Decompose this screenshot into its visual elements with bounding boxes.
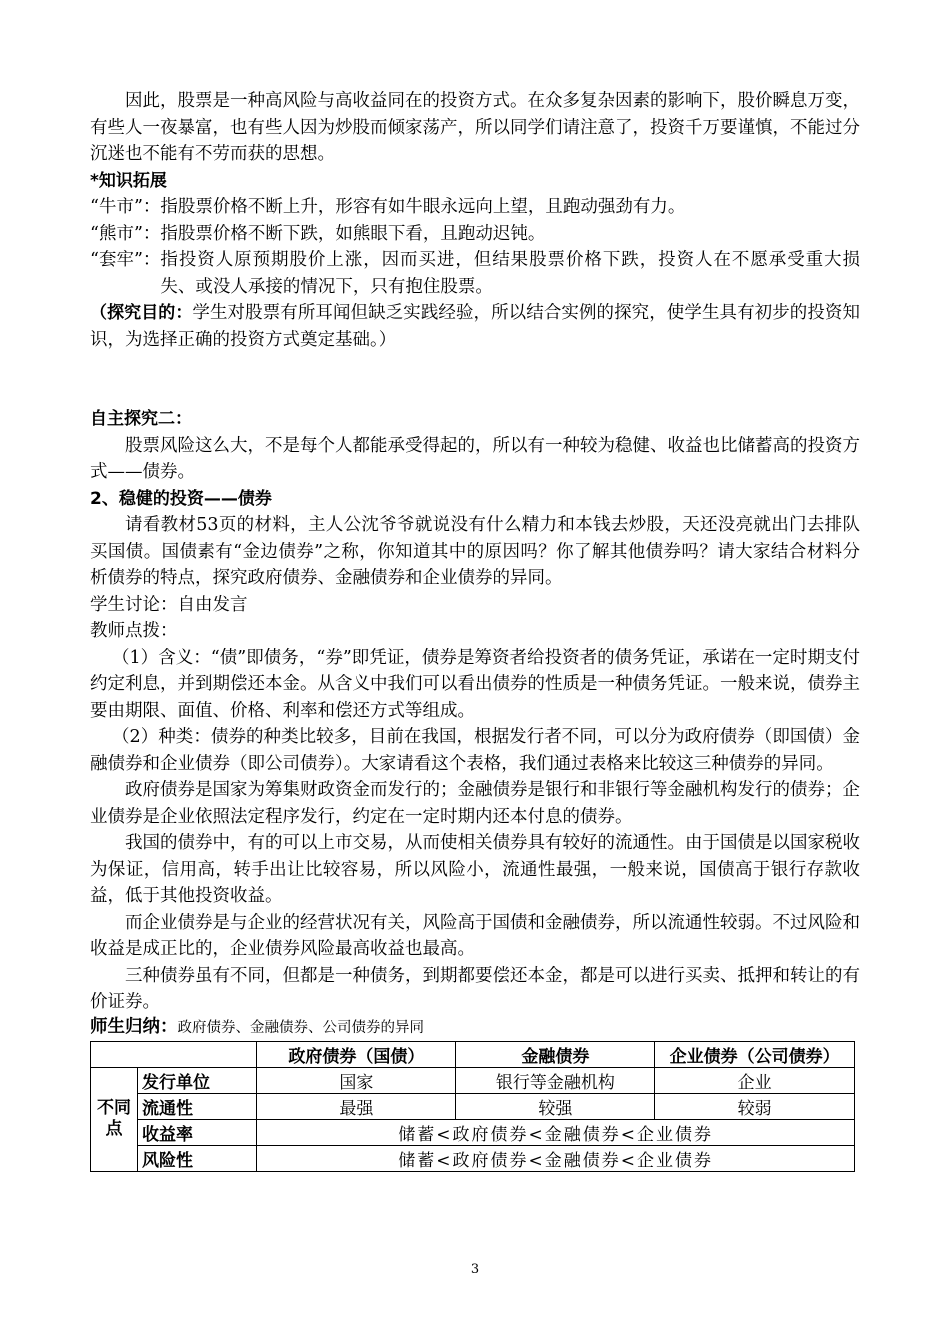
column-header-government: 政府债券（国债） xyxy=(257,1041,456,1067)
table-row xyxy=(91,1145,855,1171)
term-bull-market xyxy=(90,194,860,221)
paragraph-textbook-material: 请看教材53页的材料，主人公沈爷爷就说没有什么精力和本钱去炒股，天还没亮就出门去排队买国债。国债素有“金边债券”之称，你知道其中的原因吗？你了解其他债券吗？请大家结合材料分析债券的特点，探究政府债券、金融债券和企业债券的异同。 xyxy=(90,515,860,588)
term-label: “套牢”： xyxy=(90,250,161,270)
term-trapped xyxy=(90,247,860,300)
term-bear-market xyxy=(90,221,860,248)
paragraph-corporate-risk: 而企业债券是与企业的经营状况有关，风险高于国债和金融债券，所以流通性较弱。不过风险和收益是成正比的，企业债券风险最高收益也最高。 xyxy=(90,912,860,959)
paragraph-bond-intro: 股票风险这么大，不是每个人都能承受得起的，所以有一种较为稳健、收益也比储蓄高的投资方式——债券。 xyxy=(90,435,860,482)
table-cell-merged: 储蓄<政府债券<金融债券<企业债券 xyxy=(257,1145,855,1171)
paragraph-stock-risk: 因此，股票是一种高风险与高收益同在的投资方式。在众多复杂因素的影响下，股价瞬息万变，有些人一夜暴富，也有些人因为炒股而倾家荡产，所以同学们请注意了，投资千万要谨慎，不能过分沉迷也不能有不劳而获的思想。 xyxy=(90,91,860,164)
teacher-guidance: 教师点拨： xyxy=(90,621,178,641)
bond-comparison-table xyxy=(90,1041,855,1172)
explore-two-title: 自主探究二： xyxy=(90,409,192,429)
table-cell: 企业 xyxy=(655,1067,855,1093)
group-label-differences: 不同点 xyxy=(91,1067,138,1171)
knowledge-extension-title: *知识拓展 xyxy=(90,170,167,191)
table-cell: 银行等金融机构 xyxy=(456,1067,655,1093)
paragraph-definition: （1）含义：“债”即债务，“券”即凭证，债券是筹资者给投资者的债务凭证，承诺在一定时期支付约定利息，并到期偿还本金。从含义中我们可以看出债券的性质是一种债务凭证。一般来说，债券主要由期限、面值、价格、利率和偿还方式等组成。 xyxy=(90,647,860,721)
column-header-financial: 金融债券 xyxy=(456,1041,655,1067)
table-row xyxy=(91,1067,855,1093)
page-number: 3 xyxy=(470,1262,480,1277)
summary-label: 师生归纳： xyxy=(90,1016,178,1037)
student-discussion: 学生讨论：自由发言 xyxy=(90,594,248,615)
term-label: “牛市”： xyxy=(90,197,161,217)
row-label: 风险性 xyxy=(138,1145,257,1171)
row-label: 收益率 xyxy=(138,1119,257,1145)
term-body: 指投资人原预期股价上涨，因而买进，但结果股票价格下跌，投资人在不愿承受重大损失、或没人承接的情况下，只有抱住股票。 xyxy=(160,250,860,297)
summary-title xyxy=(90,1016,860,1039)
paragraph-liquidity: 我国的债券中，有的可以上市交易，从而使相关债券具有较好的流通性。由于国债是以国家税收为保证，信用高，转手出让比较容易，所以风险小，流通性最强，一般来说，国债高于银行存款收益，低于其他投资收益。 xyxy=(90,833,860,906)
summary-subtitle: 政府债券、金融债券、公司债券的异同 xyxy=(177,1019,424,1036)
table-header-row xyxy=(91,1041,855,1067)
inquiry-purpose-label: （探究目的： xyxy=(90,303,193,323)
table-cell-merged: 储蓄<政府债券<金融债券<企业债券 xyxy=(257,1119,855,1145)
paragraph-common-features: 三种债券虽有不同，但都是一种债务，到期都要偿还本金，都是可以进行买卖、抵押和转让的有价证券。 xyxy=(90,965,860,1012)
table-cell: 国家 xyxy=(257,1067,456,1093)
inquiry-purpose-body: 学生对股票有所耳闻但缺乏实践经验，所以结合实例的探究，使学生具有初步的投资知识，为选择正确的投资方式奠定基础。） xyxy=(90,303,861,350)
inquiry-purpose xyxy=(90,300,860,353)
paragraph-types: （2）种类：债券的种类比较多，目前在我国，根据发行者不同，可以分为政府债券（即国债）金融债券和企业债券（即公司债券）。大家请看这个表格，我们通过表格来比较这三种债券的异同。 xyxy=(90,727,860,774)
row-label: 发行单位 xyxy=(138,1067,257,1093)
table-row xyxy=(91,1119,855,1145)
table-corner-cell xyxy=(91,1041,257,1067)
table-row xyxy=(91,1093,855,1119)
table-cell: 最强 xyxy=(257,1093,456,1119)
term-label: “熊市”： xyxy=(90,223,161,244)
section-bond-title: 2、稳健的投资——债券 xyxy=(90,488,272,509)
paragraph-issuers: 政府债券是国家为筹集财政资金而发行的；金融债券是银行和非银行等金融机构发行的债券；企业债券是企业依照法定程序发行，约定在一定时期内还本付息的债券。 xyxy=(90,780,860,827)
term-body: 指股票价格不断下跌，如熊眼下看，且跑动迟钝。 xyxy=(160,223,546,244)
column-header-corporate: 企业债券（公司债券） xyxy=(655,1041,855,1067)
term-body: 指股票价格不断上升，形容有如牛眼永远向上望，且跑动强劲有力。 xyxy=(160,197,686,217)
row-label: 流通性 xyxy=(138,1093,257,1119)
document-page xyxy=(90,88,860,1172)
table-cell: 较弱 xyxy=(655,1093,855,1119)
table-cell: 较强 xyxy=(456,1093,655,1119)
